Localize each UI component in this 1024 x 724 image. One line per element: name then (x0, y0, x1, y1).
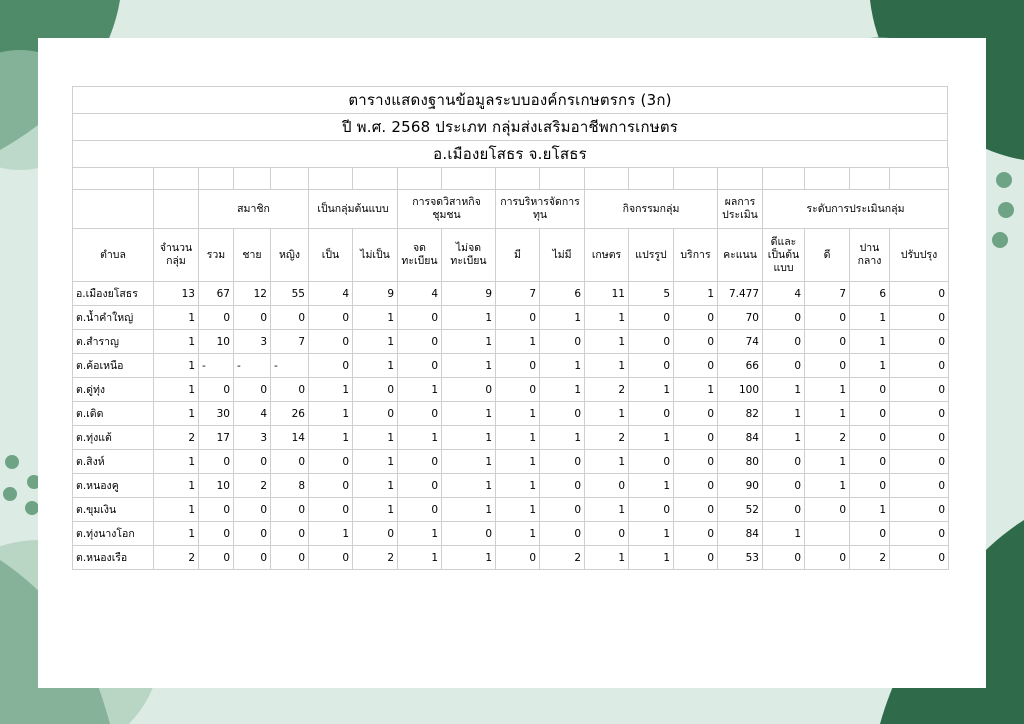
value-cell: 1 (442, 546, 496, 570)
value-cell: 0 (850, 402, 890, 426)
value-cell: 7 (271, 330, 309, 354)
col-has-capital: มี (496, 229, 540, 282)
table-row (73, 450, 949, 474)
value-cell: 0 (442, 522, 496, 546)
col-processing: แปรรูป (629, 229, 674, 282)
value-cell: 1 (154, 378, 199, 402)
value-cell: 0 (674, 522, 718, 546)
value-cell: 6 (540, 282, 585, 306)
value-cell: 0 (850, 450, 890, 474)
value-cell: 1 (353, 330, 398, 354)
header-registration: การจดวิสาหกิจชุมชน (398, 190, 496, 229)
value-cell: 0 (199, 522, 234, 546)
value-cell: 17 (199, 426, 234, 450)
value-cell: 1 (850, 354, 890, 378)
value-cell: 0 (199, 306, 234, 330)
value-cell: 0 (353, 378, 398, 402)
value-cell: 1 (154, 402, 199, 426)
value-cell: 84 (718, 426, 763, 450)
value-cell: 7 (496, 282, 540, 306)
table-row (73, 282, 949, 306)
value-cell: 0 (271, 546, 309, 570)
value-cell: 80 (718, 450, 763, 474)
value-cell: 1 (585, 450, 629, 474)
value-cell: 0 (805, 330, 850, 354)
value-cell: 0 (234, 522, 271, 546)
value-cell (805, 522, 850, 546)
table-row (73, 354, 949, 378)
title-line-3: อ.เมืองยโสธร จ.ยโสธร (72, 140, 948, 167)
value-cell: 1 (805, 450, 850, 474)
value-cell: 9 (353, 282, 398, 306)
value-cell: 0 (398, 330, 442, 354)
value-cell: 0 (540, 522, 585, 546)
value-cell: 67 (199, 282, 234, 306)
value-cell: 0 (763, 354, 805, 378)
value-cell: 0 (309, 474, 353, 498)
value-cell: 0 (540, 330, 585, 354)
value-cell: 1 (805, 474, 850, 498)
value-cell: 1 (154, 354, 199, 378)
value-cell: 1 (585, 498, 629, 522)
value-cell: 1 (763, 402, 805, 426)
value-cell: 4 (763, 282, 805, 306)
value-cell: 5 (629, 282, 674, 306)
value-cell: 0 (629, 330, 674, 354)
value-cell: 1 (540, 378, 585, 402)
value-cell: 0 (674, 402, 718, 426)
value-cell: 0 (890, 450, 949, 474)
value-cell: 66 (718, 354, 763, 378)
value-cell: 2 (805, 426, 850, 450)
value-cell: 0 (398, 498, 442, 522)
value-cell: 2 (154, 546, 199, 570)
col-medium: ปานกลาง (850, 229, 890, 282)
value-cell: 1 (805, 378, 850, 402)
col-service: บริการ (674, 229, 718, 282)
value-cell: 0 (496, 306, 540, 330)
value-cell: 1 (442, 330, 496, 354)
value-cell: 0 (271, 378, 309, 402)
col-farming: เกษตร (585, 229, 629, 282)
value-cell: 9 (442, 282, 496, 306)
value-cell: - (199, 354, 234, 378)
value-cell: 0 (271, 522, 309, 546)
tambon-name-cell: ต.ขุมเงิน (73, 498, 154, 522)
blank-row (73, 168, 949, 190)
value-cell: 1 (309, 522, 353, 546)
value-cell: 0 (234, 450, 271, 474)
value-cell: 0 (805, 306, 850, 330)
value-cell: 2 (154, 426, 199, 450)
value-cell: 0 (890, 498, 949, 522)
value-cell: 1 (154, 450, 199, 474)
table-body (73, 282, 949, 570)
value-cell: 0 (398, 354, 442, 378)
header-level: ระดับการประเมินกลุ่ม (763, 190, 949, 229)
value-cell: 0 (271, 498, 309, 522)
value-cell: 0 (540, 450, 585, 474)
tambon-name-cell: ต.หนองคู (73, 474, 154, 498)
value-cell: 0 (585, 474, 629, 498)
table-row (73, 402, 949, 426)
value-cell: 0 (234, 306, 271, 330)
value-cell: 1 (585, 402, 629, 426)
value-cell: 0 (442, 378, 496, 402)
col-improve: ปรับปรุง (890, 229, 949, 282)
value-cell: 10 (199, 474, 234, 498)
col-registered: จดทะเบียน (398, 229, 442, 282)
value-cell: 1 (154, 474, 199, 498)
value-cell: 2 (234, 474, 271, 498)
value-cell: 1 (629, 426, 674, 450)
value-cell: 1 (353, 306, 398, 330)
value-cell: 0 (540, 474, 585, 498)
value-cell: 0 (540, 498, 585, 522)
value-cell: 0 (309, 354, 353, 378)
value-cell: 0 (234, 378, 271, 402)
value-cell: 0 (309, 330, 353, 354)
value-cell: 1 (154, 330, 199, 354)
value-cell: 0 (629, 402, 674, 426)
value-cell: 1 (496, 450, 540, 474)
value-cell: 2 (353, 546, 398, 570)
value-cell: 6 (850, 282, 890, 306)
value-cell: 0 (398, 402, 442, 426)
value-cell: 4 (309, 282, 353, 306)
value-cell: 0 (890, 522, 949, 546)
tambon-name-cell: ต.ทุ่งแต้ (73, 426, 154, 450)
value-cell: 70 (718, 306, 763, 330)
value-cell: 0 (850, 522, 890, 546)
value-cell: 1 (353, 426, 398, 450)
value-cell: 1 (309, 426, 353, 450)
value-cell: 0 (199, 546, 234, 570)
data-table (72, 167, 949, 570)
value-cell: 1 (442, 354, 496, 378)
value-cell: 1 (629, 546, 674, 570)
col-male: ชาย (234, 229, 271, 282)
value-cell: 0 (585, 522, 629, 546)
value-cell: 0 (629, 354, 674, 378)
value-cell: 0 (496, 354, 540, 378)
value-cell: 1 (585, 546, 629, 570)
title-line-2: ปี พ.ศ. 2568 ประเภท กลุ่มส่งเสริมอาชีพการเกษตร (72, 113, 948, 140)
value-cell: 0 (540, 402, 585, 426)
table-row (73, 378, 949, 402)
table-row (73, 426, 949, 450)
value-cell: 4 (398, 282, 442, 306)
tambon-name-cell: ต.สำราญ (73, 330, 154, 354)
value-cell: 11 (585, 282, 629, 306)
table-row (73, 306, 949, 330)
header-column-row (73, 229, 949, 282)
value-cell: 0 (309, 306, 353, 330)
value-cell: 7.477 (718, 282, 763, 306)
value-cell: 1 (309, 378, 353, 402)
value-cell: 0 (629, 306, 674, 330)
value-cell: 1 (585, 330, 629, 354)
value-cell: 82 (718, 402, 763, 426)
table-row (73, 498, 949, 522)
col-female: หญิง (271, 229, 309, 282)
value-cell: 1 (850, 498, 890, 522)
value-cell: 0 (309, 450, 353, 474)
value-cell: 52 (718, 498, 763, 522)
value-cell: 0 (674, 330, 718, 354)
header-capital: การบริหารจัดการทุน (496, 190, 585, 229)
value-cell: 0 (890, 546, 949, 570)
value-cell: 0 (850, 474, 890, 498)
value-cell: 0 (674, 354, 718, 378)
value-cell: 100 (718, 378, 763, 402)
table-row (73, 474, 949, 498)
tambon-name-cell: อ.เมืองยโสธร (73, 282, 154, 306)
value-cell: 1 (398, 426, 442, 450)
value-cell: 0 (234, 546, 271, 570)
value-cell: 0 (890, 330, 949, 354)
value-cell: 0 (674, 546, 718, 570)
tambon-name-cell: ต.สิงห์ (73, 450, 154, 474)
value-cell: 1 (398, 378, 442, 402)
value-cell: 1 (763, 378, 805, 402)
tambon-name-cell: ต.ทุ่งนางโอก (73, 522, 154, 546)
value-cell: 0 (763, 306, 805, 330)
value-cell: 0 (890, 282, 949, 306)
col-tambon: ตำบล (73, 229, 154, 282)
value-cell: 1 (540, 354, 585, 378)
value-cell: 12 (234, 282, 271, 306)
value-cell: 26 (271, 402, 309, 426)
value-cell: 1 (629, 522, 674, 546)
col-group-count: จำนวนกลุ่ม (154, 229, 199, 282)
value-cell: 90 (718, 474, 763, 498)
value-cell: 0 (398, 450, 442, 474)
value-cell: 84 (718, 522, 763, 546)
value-cell: 0 (890, 306, 949, 330)
value-cell: 0 (674, 306, 718, 330)
value-cell: 1 (629, 378, 674, 402)
value-cell: 1 (442, 474, 496, 498)
value-cell: 0 (763, 498, 805, 522)
value-cell: 0 (199, 378, 234, 402)
col-good: ดี (805, 229, 850, 282)
value-cell: 0 (309, 498, 353, 522)
value-cell: 1 (353, 354, 398, 378)
value-cell: 1 (850, 330, 890, 354)
value-cell: 0 (674, 426, 718, 450)
col-no-capital: ไม่มี (540, 229, 585, 282)
value-cell: 0 (805, 354, 850, 378)
table-row (73, 330, 949, 354)
value-cell: 1 (496, 426, 540, 450)
value-cell: 1 (496, 498, 540, 522)
value-cell: 13 (154, 282, 199, 306)
value-cell: 1 (353, 450, 398, 474)
value-cell: 0 (674, 450, 718, 474)
value-cell: 1 (496, 330, 540, 354)
value-cell: 1 (763, 522, 805, 546)
value-cell: 0 (890, 354, 949, 378)
value-cell: - (234, 354, 271, 378)
tambon-name-cell: ต.หนองเรือ (73, 546, 154, 570)
value-cell: 1 (674, 378, 718, 402)
header-evaluation: ผลการประเมิน (718, 190, 763, 229)
value-cell: 0 (850, 426, 890, 450)
value-cell: 1 (674, 282, 718, 306)
title-line-1: ตารางแสดงฐานข้อมูลระบบองค์กรเกษตรกร (3ก) (72, 86, 948, 113)
value-cell: 0 (674, 498, 718, 522)
value-cell: 1 (353, 498, 398, 522)
value-cell: 0 (199, 498, 234, 522)
tambon-name-cell: ต.ดู่ทุ่ง (73, 378, 154, 402)
value-cell: 0 (890, 378, 949, 402)
col-not-model: ไม่เป็น (353, 229, 398, 282)
col-very-good: ดีและเป็นต้นแบบ (763, 229, 805, 282)
value-cell: 1 (850, 306, 890, 330)
value-cell: 1 (154, 306, 199, 330)
value-cell: 1 (353, 474, 398, 498)
value-cell: 1 (805, 402, 850, 426)
value-cell: 3 (234, 330, 271, 354)
value-cell: 0 (629, 450, 674, 474)
value-cell: 1 (496, 402, 540, 426)
tambon-name-cell: ต.เดิด (73, 402, 154, 426)
spreadsheet (72, 86, 948, 570)
value-cell: 0 (890, 402, 949, 426)
value-cell: 1 (540, 306, 585, 330)
tambon-name-cell: ต.น้ำคำใหญ่ (73, 306, 154, 330)
value-cell: 0 (805, 546, 850, 570)
value-cell: 2 (850, 546, 890, 570)
value-cell: 1 (496, 474, 540, 498)
value-cell: 2 (585, 426, 629, 450)
tambon-name-cell: ต.ค้อเหนือ (73, 354, 154, 378)
value-cell: 0 (763, 546, 805, 570)
value-cell: 0 (234, 498, 271, 522)
value-cell: 1 (442, 402, 496, 426)
value-cell: 0 (496, 378, 540, 402)
value-cell: 74 (718, 330, 763, 354)
value-cell: 1 (585, 354, 629, 378)
table-row (73, 546, 949, 570)
value-cell: 1 (442, 450, 496, 474)
value-cell: 1 (496, 522, 540, 546)
col-is-model: เป็น (309, 229, 353, 282)
value-cell: 1 (309, 402, 353, 426)
value-cell: 2 (585, 378, 629, 402)
header-model-group: เป็นกลุ่มต้นแบบ (309, 190, 398, 229)
value-cell: 1 (585, 306, 629, 330)
value-cell: 0 (850, 378, 890, 402)
col-score: คะแนน (718, 229, 763, 282)
table-row (73, 522, 949, 546)
value-cell: 2 (540, 546, 585, 570)
value-cell: 7 (805, 282, 850, 306)
value-cell: 0 (398, 474, 442, 498)
value-cell: 0 (763, 330, 805, 354)
value-cell: 0 (398, 306, 442, 330)
value-cell: 0 (353, 402, 398, 426)
value-cell: 0 (199, 450, 234, 474)
value-cell: 0 (271, 450, 309, 474)
header-activities: กิจกรรมกลุ่ม (585, 190, 718, 229)
value-cell: 3 (234, 426, 271, 450)
value-cell: 14 (271, 426, 309, 450)
header-members: สมาชิก (199, 190, 309, 229)
value-cell: 0 (629, 498, 674, 522)
value-cell: 1 (154, 522, 199, 546)
value-cell: 1 (540, 426, 585, 450)
value-cell: 0 (496, 546, 540, 570)
value-cell: 55 (271, 282, 309, 306)
value-cell: 10 (199, 330, 234, 354)
value-cell: 1 (442, 498, 496, 522)
header-group-row (73, 190, 949, 229)
value-cell: 1 (442, 306, 496, 330)
value-cell: - (271, 354, 309, 378)
value-cell: 0 (674, 474, 718, 498)
value-cell: 8 (271, 474, 309, 498)
value-cell: 1 (398, 522, 442, 546)
value-cell: 1 (763, 426, 805, 450)
value-cell: 1 (629, 474, 674, 498)
value-cell: 4 (234, 402, 271, 426)
value-cell: 30 (199, 402, 234, 426)
value-cell: 1 (398, 546, 442, 570)
value-cell: 0 (805, 498, 850, 522)
value-cell: 0 (353, 522, 398, 546)
value-cell: 0 (763, 474, 805, 498)
value-cell: 0 (890, 474, 949, 498)
value-cell: 53 (718, 546, 763, 570)
value-cell: 1 (154, 498, 199, 522)
value-cell: 0 (271, 306, 309, 330)
col-not-registered: ไม่จดทะเบียน (442, 229, 496, 282)
value-cell: 0 (309, 546, 353, 570)
col-total: รวม (199, 229, 234, 282)
value-cell: 1 (442, 426, 496, 450)
value-cell: 0 (890, 426, 949, 450)
value-cell: 0 (763, 450, 805, 474)
